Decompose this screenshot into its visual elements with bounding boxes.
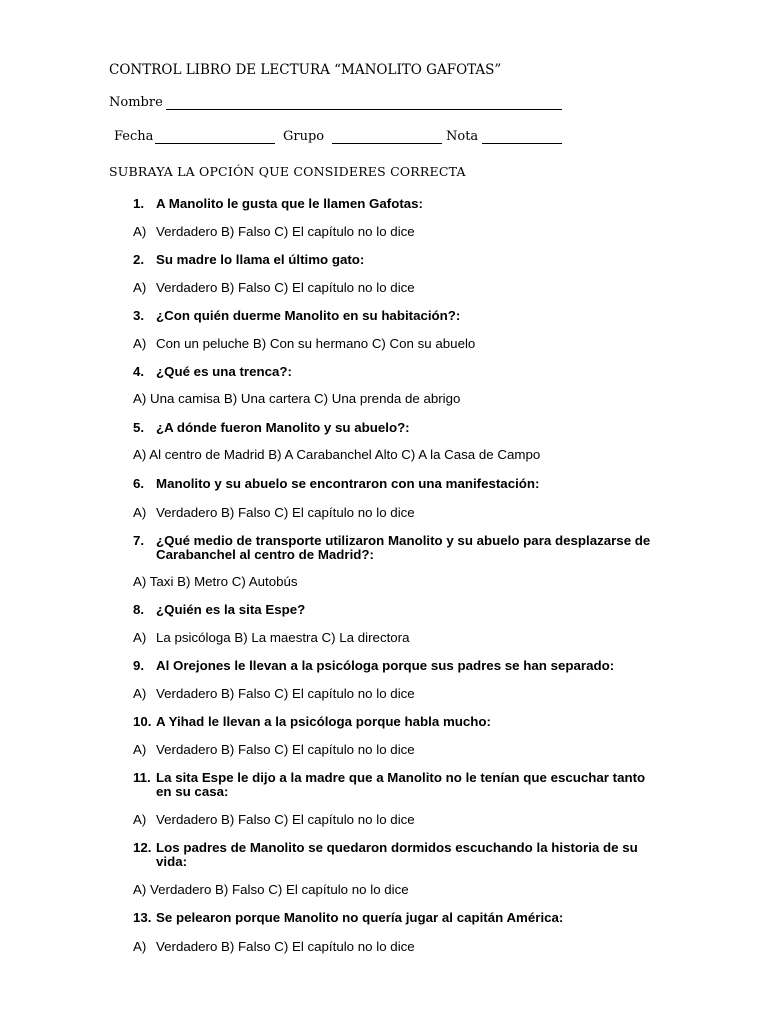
question-12: [133, 841, 663, 869]
question-text: ¿Qué medio de transporte utilizaron Manolito y su abuelo para desplazarse de Carabanchel al centro de Madrid?:: [156, 533, 651, 562]
question-text: Su madre lo llama el último gato:: [156, 252, 365, 267]
answer-options-10[interactable]: [133, 743, 693, 757]
question-11: [133, 771, 663, 799]
question-10: [133, 715, 663, 729]
answer-options-8[interactable]: [133, 631, 693, 645]
question-1: [133, 197, 663, 211]
answer-letter: A): [133, 505, 147, 520]
question-number: 3.: [133, 308, 145, 323]
question-text: ¿Qué es una trenca?:: [156, 364, 292, 379]
answer-letter: A): [133, 812, 147, 827]
answer-text: A) Al centro de Madrid B) A Carabanchel Alto C) A la Casa de Campo: [133, 447, 541, 462]
answer-options-1[interactable]: [133, 225, 693, 239]
nota-field[interactable]: [482, 143, 562, 144]
answer-options-11[interactable]: [133, 813, 693, 827]
answer-text: Verdadero B) Falso C) El capítulo no lo dice: [156, 939, 415, 954]
answer-letter: A): [133, 224, 147, 239]
answer-options-2[interactable]: [133, 281, 693, 295]
answer-letter: A): [133, 336, 147, 351]
question-5: [133, 421, 663, 435]
answer-text: Verdadero B) Falso C) El capítulo no lo dice: [156, 686, 415, 701]
question-text: La sita Espe le dijo a la madre que a Manolito no le tenían que escuchar tanto en su casa:: [156, 770, 646, 799]
question-number: 10.: [133, 714, 152, 729]
nombre-label: Nombre: [109, 95, 163, 110]
question-number: 13.: [133, 910, 152, 925]
question-text: ¿A dónde fueron Manolito y su abuelo?:: [156, 420, 410, 435]
worksheet-title: CONTROL LIBRO DE LECTURA “MANOLITO GAFOTAS”: [109, 62, 502, 78]
question-number: 11.: [133, 770, 151, 785]
question-3: [133, 309, 663, 323]
instruction-text: SUBRAYA LA OPCIÓN QUE CONSIDERES CORRECTA: [109, 164, 466, 179]
answer-options-5[interactable]: [133, 448, 693, 462]
question-2: [133, 253, 663, 267]
nota-label: Nota: [446, 129, 479, 144]
question-8: [133, 603, 663, 617]
answer-options-6[interactable]: [133, 506, 693, 520]
answer-options-12[interactable]: [133, 883, 693, 897]
answer-text: Verdadero B) Falso C) El capítulo no lo dice: [156, 224, 415, 239]
question-7: [133, 534, 663, 562]
question-text: Se pelearon porque Manolito no quería jugar al capitán América:: [156, 910, 564, 925]
question-number: 2.: [133, 252, 145, 267]
question-text: A Manolito le gusta que le llamen Gafotas:: [156, 196, 423, 211]
fecha-field[interactable]: [155, 143, 275, 144]
question-number: 5.: [133, 420, 145, 435]
answer-text: Verdadero B) Falso C) El capítulo no lo dice: [156, 280, 415, 295]
question-number: 8.: [133, 602, 145, 617]
answer-options-7[interactable]: [133, 575, 693, 589]
question-text: Al Orejones le llevan a la psicóloga porque sus padres se han separado:: [156, 658, 615, 673]
question-text: ¿Quién es la sita Espe?: [156, 602, 306, 617]
grupo-label: Grupo: [283, 129, 325, 144]
answer-text: A) Una camisa B) Una cartera C) Una prenda de abrigo: [133, 391, 461, 406]
question-text: Manolito y su abuelo se encontraron con una manifestación:: [156, 476, 540, 491]
answer-options-9[interactable]: [133, 687, 693, 701]
answer-letter: A): [133, 630, 147, 645]
question-number: 7.: [133, 533, 145, 548]
answer-text: Con un peluche B) Con su hermano C) Con su abuelo: [156, 336, 476, 351]
question-number: 12.: [133, 840, 152, 855]
answer-letter: A): [133, 686, 147, 701]
nombre-field[interactable]: [166, 109, 562, 110]
answer-letter: A): [133, 742, 147, 757]
question-number: 9.: [133, 658, 145, 673]
answer-letter: A): [133, 280, 147, 295]
answer-text: La psicóloga B) La maestra C) La directora: [156, 630, 410, 645]
grupo-field[interactable]: [332, 143, 442, 144]
question-4: [133, 365, 663, 379]
question-text: A Yihad le llevan a la psicóloga porque habla mucho:: [156, 714, 491, 729]
question-text: ¿Con quién duerme Manolito en su habitación?:: [156, 308, 461, 323]
answer-text: A) Verdadero B) Falso C) El capítulo no lo dice: [133, 882, 409, 897]
answer-text: Verdadero B) Falso C) El capítulo no lo dice: [156, 742, 415, 757]
question-number: 6.: [133, 476, 145, 491]
question-13: [133, 911, 663, 925]
answer-text: Verdadero B) Falso C) El capítulo no lo dice: [156, 812, 415, 827]
fecha-label: Fecha: [114, 129, 154, 144]
answer-options-4[interactable]: [133, 392, 693, 406]
answer-options-3[interactable]: [133, 337, 693, 351]
question-number: 1.: [133, 196, 145, 211]
answer-text: Verdadero B) Falso C) El capítulo no lo dice: [156, 505, 415, 520]
question-text: Los padres de Manolito se quedaron dormidos escuchando la historia de su vida:: [156, 840, 638, 869]
question-number: 4.: [133, 364, 145, 379]
answer-text: A) Taxi B) Metro C) Autobús: [133, 574, 298, 589]
question-6: [133, 477, 663, 491]
answer-letter: A): [133, 939, 147, 954]
answer-options-13[interactable]: [133, 940, 693, 954]
question-9: [133, 659, 663, 673]
